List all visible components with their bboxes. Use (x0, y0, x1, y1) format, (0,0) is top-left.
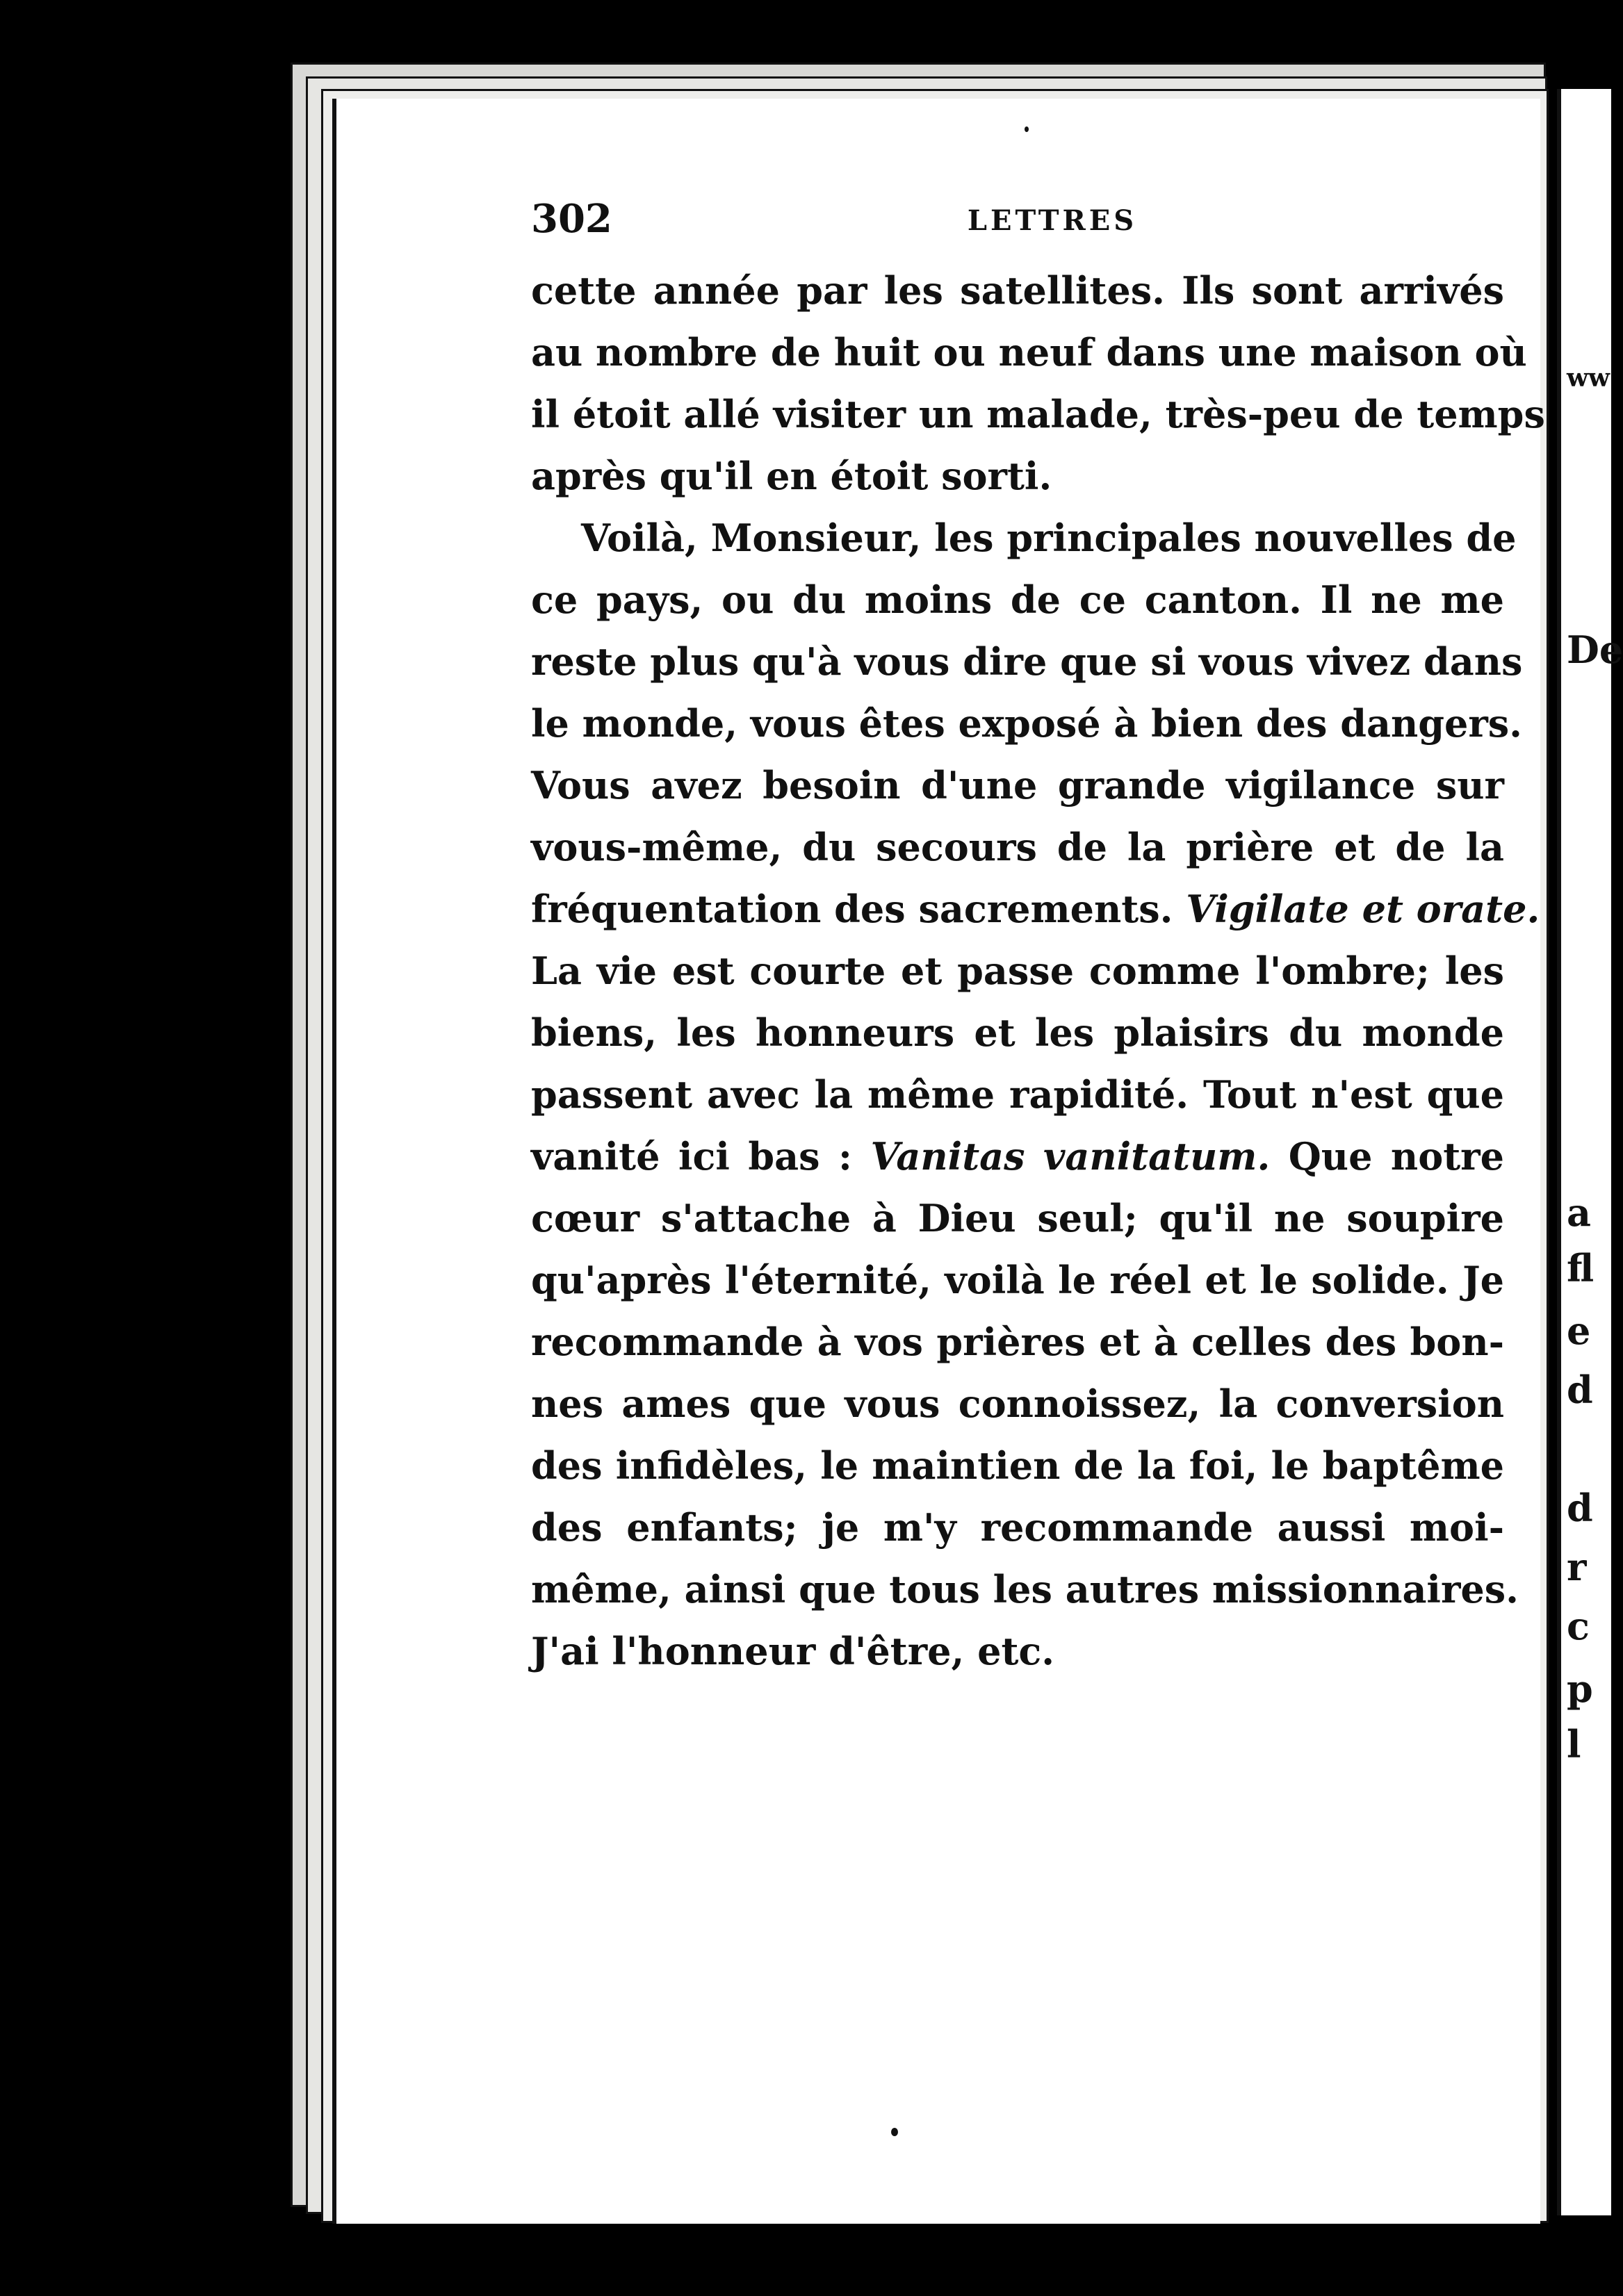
text-line: des enfants; je m'y recommande aussi moi- (531, 1505, 1504, 1550)
text-line: cœur s'attache à Dieu seul; qu'il ne soupire (531, 1196, 1504, 1240)
facing-page-fragment: a (1567, 1190, 1591, 1235)
text-line: qu'après l'éternité, voilà le réel et le solide. Je (531, 1258, 1504, 1302)
text-line: au nombre de huit ou neuf dans une maison où (531, 330, 1527, 375)
text-line: vous-même, du secours de la prière et de la (531, 825, 1504, 869)
text-line: le monde, vous êtes exposé à bien des dangers. (531, 701, 1522, 746)
page-number: 302 (531, 196, 612, 242)
text-line: biens, les honneurs et les plaisirs du monde (531, 1010, 1504, 1055)
text-line: passent avec la même rapidité. Tout n'est que (531, 1072, 1504, 1117)
text-line: Voilà, Monsieur, les principales nouvelles de (581, 516, 1517, 560)
facing-page-fragment: e (1567, 1309, 1591, 1353)
text-body (531, 260, 1545, 1682)
text-line: cette année par les satellites. Ils sont arrivés (531, 268, 1504, 313)
text-line: Vous avez besoin d'une grande vigilance sur (531, 763, 1504, 807)
text-line: reste plus qu'à vous dire que si vous vivez dans (531, 639, 1523, 684)
text-line: nes ames que vous connoissez, la conversion (531, 1381, 1504, 1426)
facing-page-fragment: De (1567, 628, 1623, 672)
ink-speck (1025, 126, 1029, 132)
text-line (531, 1126, 1504, 1188)
ink-speck (891, 2128, 898, 2136)
text-line: J'ai l'honneur d'être, etc. (531, 1629, 1055, 1673)
facing-page-fragment: c (1567, 1604, 1590, 1648)
facing-page-fragment: fl (1567, 1246, 1595, 1290)
facing-page-fragment: d (1567, 1486, 1593, 1530)
text-segment: Que notre (1288, 1134, 1504, 1179)
facing-page-fragment: p (1567, 1666, 1593, 1711)
latin-phrase: Vanitas vanitatum. (870, 1134, 1271, 1179)
text-line: des infidèles, le maintien de la foi, le baptême (531, 1443, 1504, 1488)
facing-page-fragment: ww (1567, 363, 1610, 393)
running-head (531, 196, 1421, 252)
text-line: recommande à vos prières et à celles des bon- (531, 1320, 1504, 1364)
facing-page-fragment: r (1567, 1545, 1587, 1589)
running-title: LETTRES (967, 204, 1138, 237)
facing-page-fragment: d (1567, 1368, 1593, 1412)
latin-phrase: Vigilate et orate. (1186, 887, 1540, 931)
text-line: même, ainsi que tous les autres missionnaires. (531, 1567, 1519, 1612)
text-line: après qu'il en étoit sorti. (531, 454, 1052, 498)
text-line (531, 878, 1540, 940)
text-segment: fréquentation des sacrements. (531, 887, 1173, 931)
facing-page (1557, 89, 1623, 2215)
facing-page-fragment: l (1567, 1722, 1581, 1766)
text-segment: vanité ici bas : (531, 1134, 852, 1179)
text-line: il étoit allé visiter un malade, très-peu de temps (531, 392, 1545, 436)
text-line: La vie est courte et passe comme l'ombre; les (531, 949, 1504, 993)
text-line: ce pays, ou du moins de ce canton. Il ne me (531, 577, 1504, 622)
book-page (332, 99, 1545, 2224)
